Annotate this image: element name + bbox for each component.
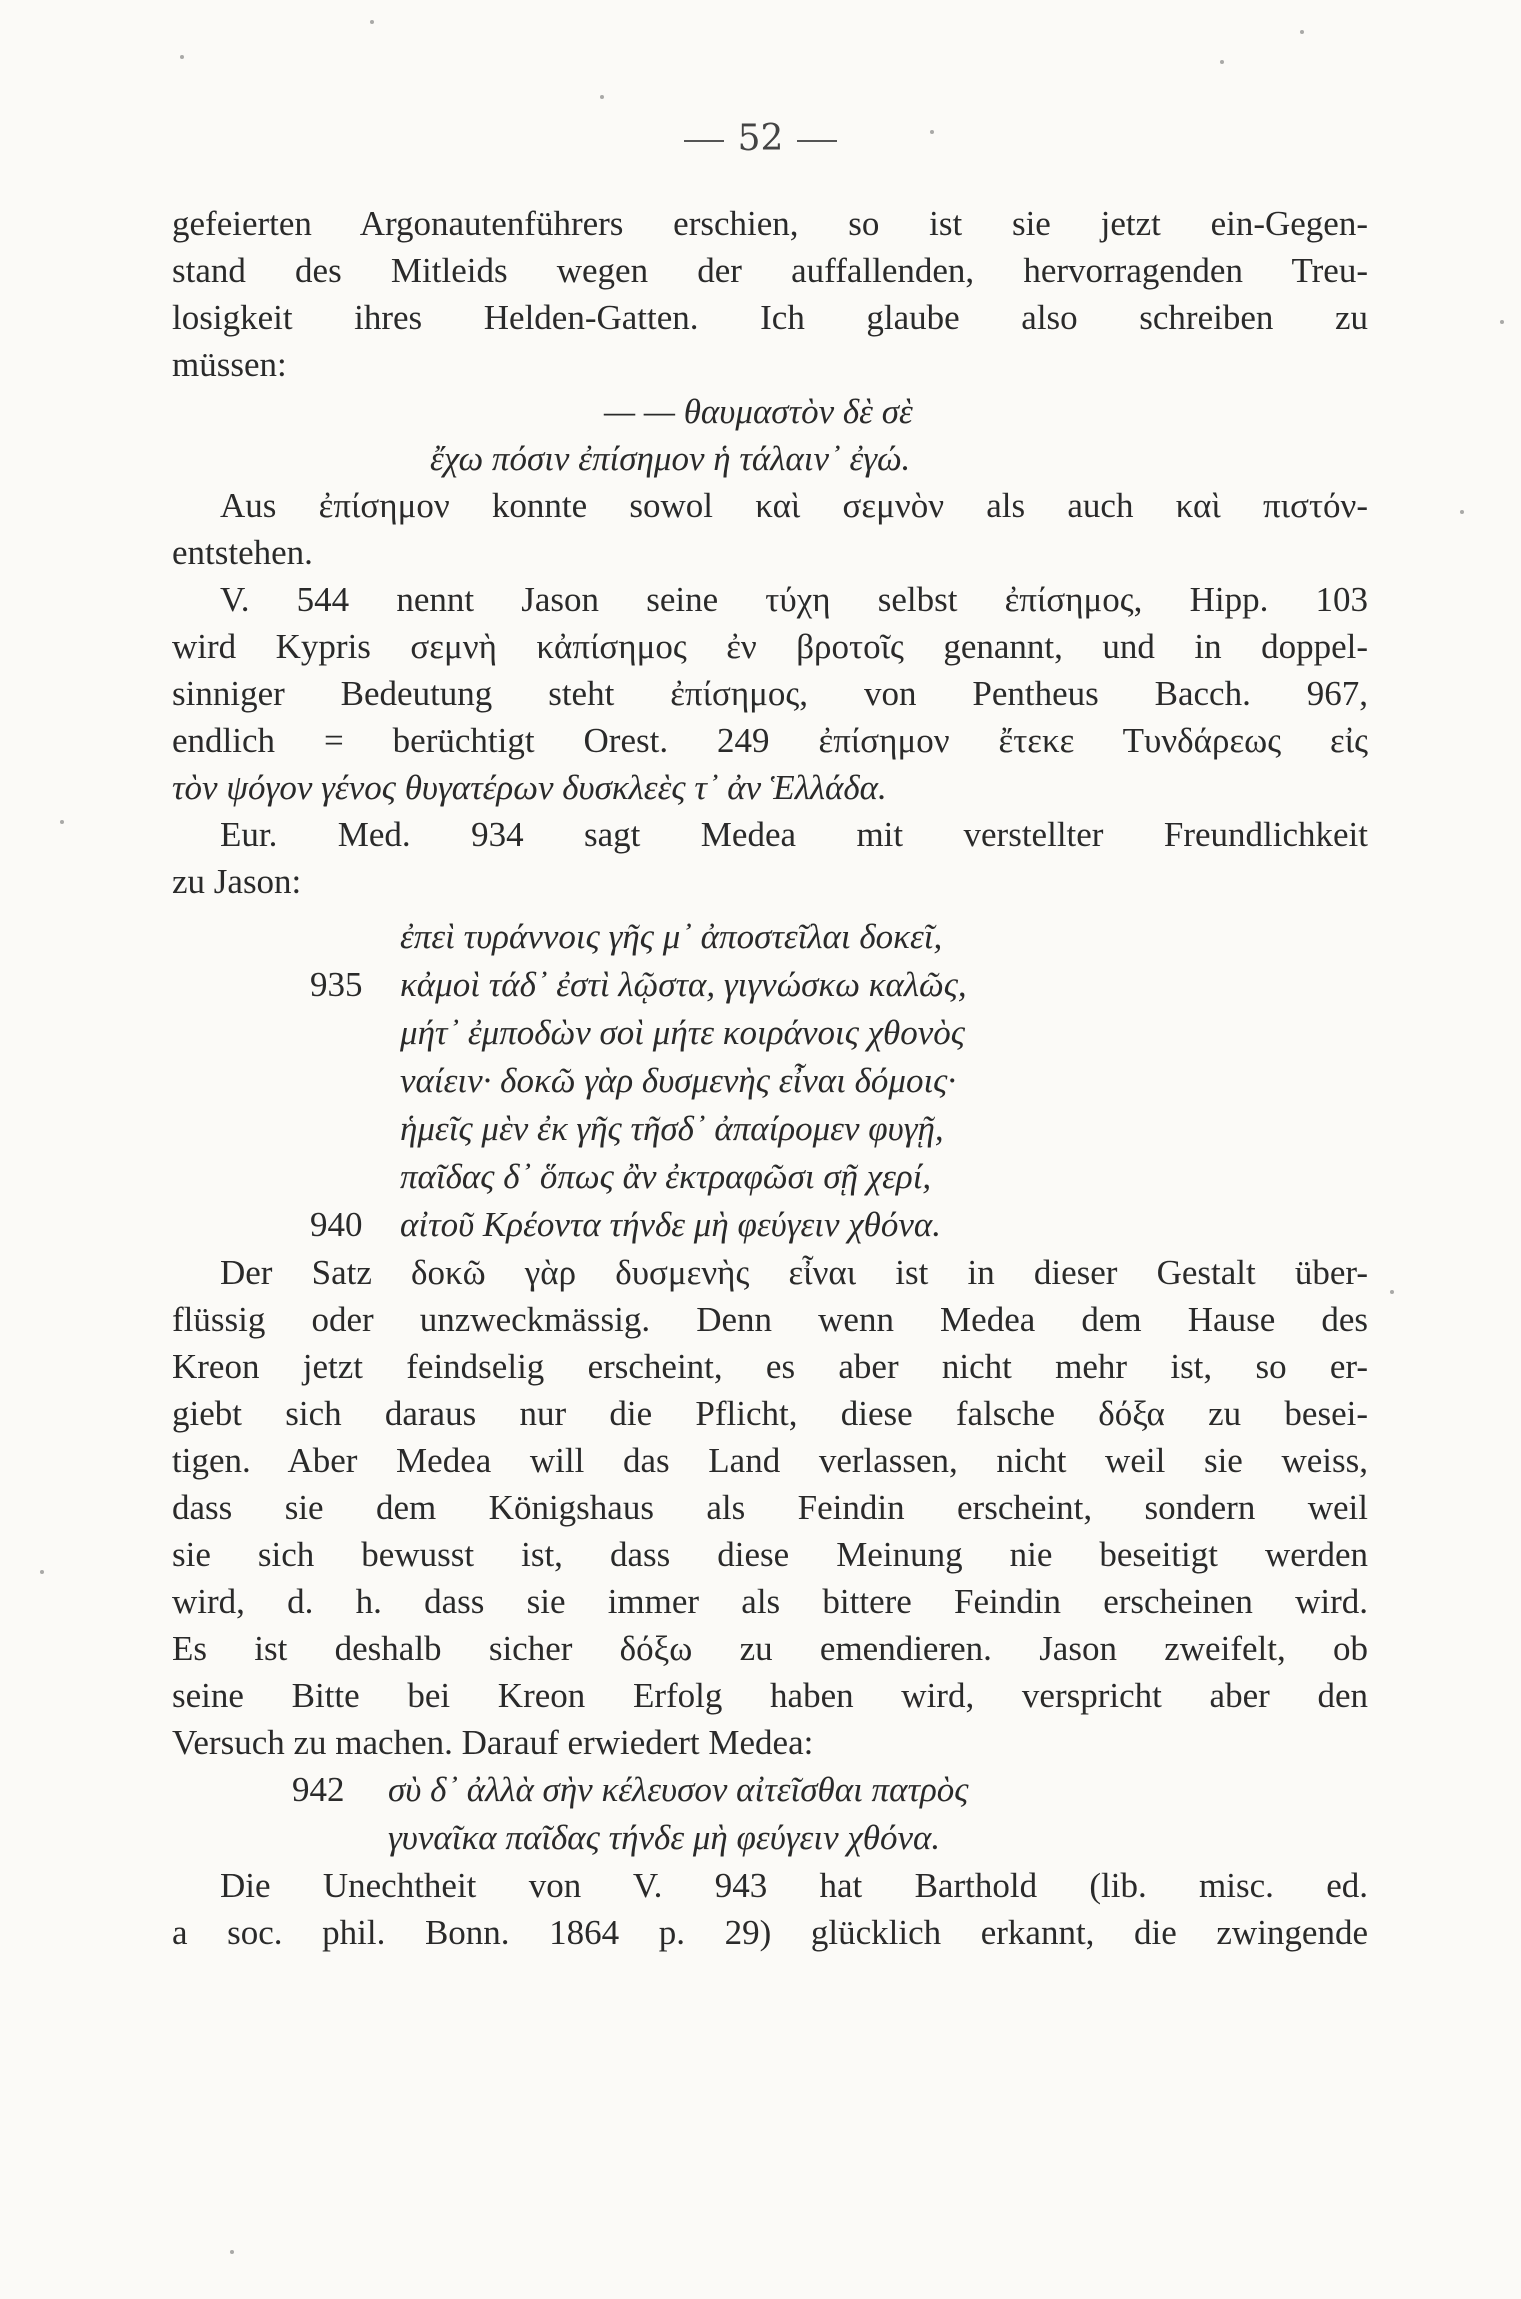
- verse-number: 940: [310, 1205, 363, 1244]
- text-line: losigkeit ihres Helden-Gatten. Ich glaube also schreiben zu: [172, 298, 1368, 337]
- text-line: dass sie dem Königshaus als Feindin erscheint, sondern weil: [172, 1488, 1368, 1527]
- text-line: sinniger Bedeutung steht ἐπίσημος, von Pentheus Bacch. 967,: [172, 674, 1368, 713]
- text-line: wird Kypris σεμνὴ κἀπίσημος ἐν βροτοῖς genannt, und in doppel-: [172, 627, 1368, 666]
- text-line: gefeierten Argonautenführers erschien, so ist sie jetzt ein-Gegen-: [172, 204, 1368, 243]
- text-line: Aus ἐπίσημον konnte sowol καὶ σεμνὸν als auch καὶ πιστόν-: [220, 486, 1368, 525]
- text-line: sie sich bewusst ist, dass diese Meinung nie beseitigt werden: [172, 1535, 1368, 1574]
- greek-text-line: τὸν ψόγον γένος θυγατέρων δυσκλεὲς τ᾽ ἀν Ἑλλάδα.: [172, 768, 887, 807]
- text-line: V. 544 nennt Jason seine τύχη selbst ἐπίσημος, Hipp. 103: [220, 580, 1368, 619]
- text-line: Die Unechtheit von V. 943 hat Barthold (lib. misc. ed.: [220, 1866, 1368, 1905]
- verse-line: ἡμεῖς μὲν ἐκ γῆς τῆσδ᾽ ἀπαίρομεν φυγῇ,: [400, 1109, 944, 1148]
- verse-line: ἐπεὶ τυράννοις γῆς μ᾽ ἀποστεῖλαι δοκεῖ,: [400, 917, 943, 956]
- text-line: zu Jason:: [172, 862, 302, 901]
- verse-block: [172, 913, 1368, 1249]
- text-line: giebt sich daraus nur die Pflicht, diese falsche δόξα zu besei-: [172, 1394, 1368, 1433]
- greek-quote-line: ἔχω πόσιν ἐπίσημον ἡ τάλαιν᾽ ἐγώ.: [430, 439, 911, 478]
- verse-line: παῖδας δ᾽ ὅπως ἂν ἐκτραφῶσι σῇ χερί,: [400, 1157, 932, 1196]
- text-line: Versuch zu machen. Darauf erwiedert Medea:: [172, 1723, 814, 1762]
- verse-line: μήτ᾽ ἐμποδὼν σοὶ μήτε κοιράνοις χθονὸς: [400, 1013, 965, 1052]
- text-line: stand des Mitleids wegen der auffallenden, hervorragenden Treu-: [172, 251, 1368, 290]
- text-line: endlich = berüchtigt Orest. 249 ἐπίσημον ἔτεκε Τυνδάρεως εἰς: [172, 721, 1368, 760]
- verse-number: 942: [292, 1770, 345, 1809]
- verse-line: 940 αἰτοῦ Κρέοντα τήνδε μὴ φεύγειν χθόνα.: [310, 1201, 1368, 1249]
- text-line: Kreon jetzt feindselig erscheint, es aber nicht mehr ist, so er-: [172, 1347, 1368, 1386]
- verse-line: γυναῖκα παῖδας τήνδε μὴ φεύγειν χθόνα.: [388, 1818, 941, 1857]
- text-line: seine Bitte bei Kreon Erfolg haben wird, verspricht aber den: [172, 1676, 1368, 1715]
- text-line: tigen. Aber Medea will das Land verlassen, nicht weil sie weiss,: [172, 1441, 1368, 1480]
- text-line: wird, d. h. dass sie immer als bittere Feindin erscheinen wird.: [172, 1582, 1368, 1621]
- text-line: müssen:: [172, 345, 287, 384]
- text-line: a soc. phil. Bonn. 1864 p. 29) glücklich erkannt, die zwingende: [172, 1913, 1368, 1952]
- text-line: Eur. Med. 934 sagt Medea mit verstellter Freundlichkeit: [220, 815, 1368, 854]
- page-number: 52: [0, 118, 1521, 159]
- text-line: flüssig oder unzweckmässig. Denn wenn Medea dem Hause des: [172, 1300, 1368, 1339]
- text-line: Der Satz δοκῶ γὰρ δυσμενὴς εἶναι ist in dieser Gestalt über-: [220, 1253, 1368, 1292]
- body-text: [172, 200, 1368, 1956]
- verse-line: ναίειν· δοκῶ γὰρ δυσμενὴς εἶναι δόμοις·: [400, 1061, 957, 1100]
- greek-quote-line: — — θαυμαστὸν δὲ σὲ: [604, 392, 913, 431]
- verse-line: 935 κἀμοὶ τάδ᾽ ἐστὶ λῷστα, γιγνώσκω καλῶς,: [310, 961, 1368, 1009]
- verse-line: 942 σὺ δ᾽ ἀλλὰ σὴν κέλευσον αἰτεῖσθαι πατρὸς: [292, 1766, 1368, 1814]
- verse-number: 935: [310, 965, 363, 1004]
- verse-block: [172, 1766, 1368, 1862]
- text-line: entstehen.: [172, 533, 313, 572]
- text-line: Es ist deshalb sicher δόξω zu emendieren. Jason zweifelt, ob: [172, 1629, 1368, 1668]
